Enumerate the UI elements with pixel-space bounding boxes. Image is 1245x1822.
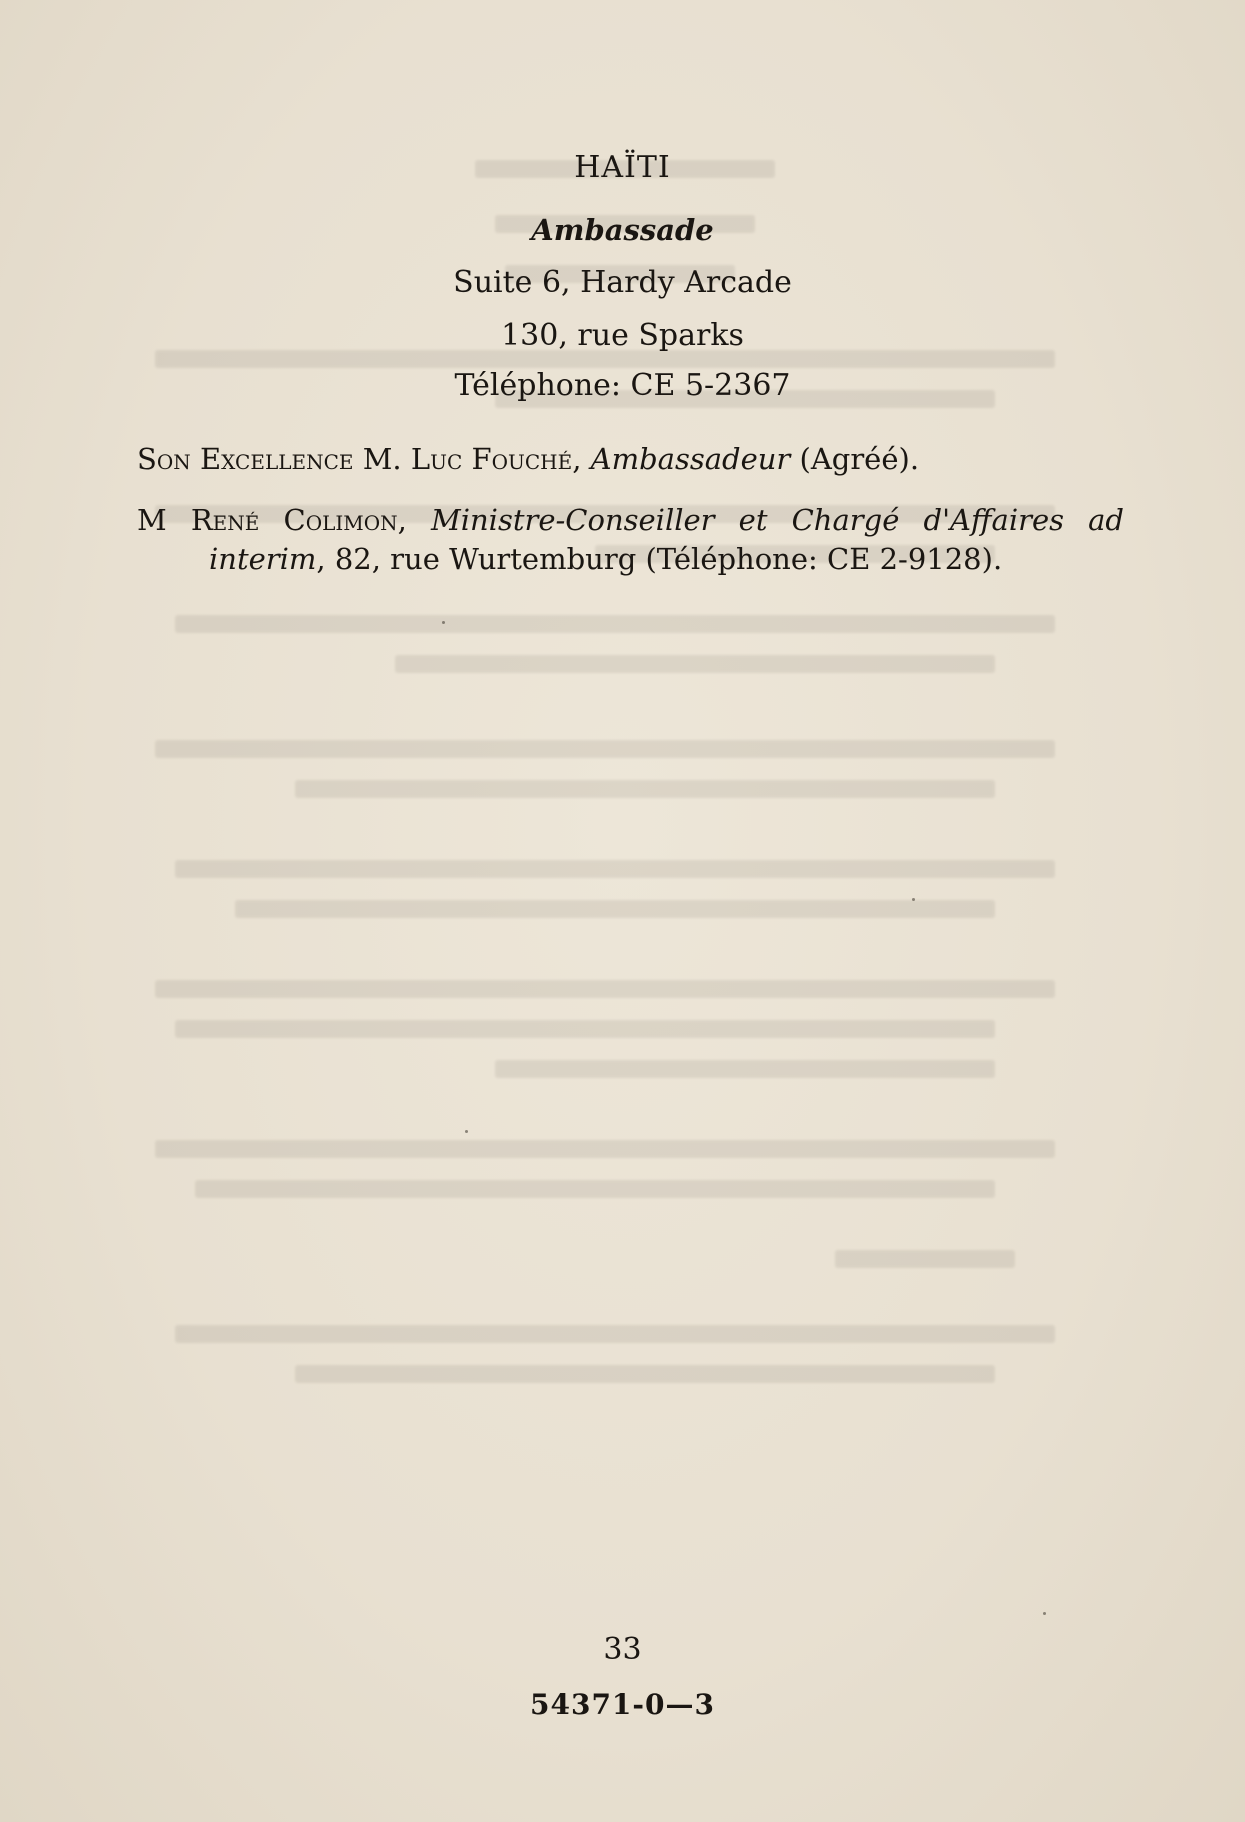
mission-type: Ambassade <box>531 213 714 247</box>
print-code: 54371-0—3 <box>530 1688 715 1721</box>
staff-name: M. Luc Fouché <box>362 442 573 476</box>
country-heading: HAÏTI <box>574 150 671 185</box>
address-line-2: 130, rue Sparks <box>501 318 744 353</box>
page-number: 33 <box>603 1632 642 1667</box>
separator: , <box>397 503 432 537</box>
honorific: M <box>137 503 191 537</box>
staff-name: René Colimon <box>190 503 398 537</box>
staff-details: , 82, rue Wurtemburg (Téléphone: CE 2-9128). <box>316 542 1003 576</box>
embassy-telephone: Téléphone: CE 5-2367 <box>454 368 791 403</box>
staff-entry-ambassador <box>137 440 1052 479</box>
paper-speck <box>465 1130 468 1133</box>
paper-speck <box>442 621 445 624</box>
separator: , <box>572 442 591 476</box>
address-line-1: Suite 6, Hardy Arcade <box>453 265 792 300</box>
staff-position: Ambassadeur <box>590 442 791 476</box>
title-prefix: Son Excellence <box>137 442 354 476</box>
staff-entry-minister-counsellor <box>137 501 1124 579</box>
staff-position: Ministre-Conseiller et Chargé d'Affaires ad interim <box>209 503 1124 576</box>
paper-speck <box>1043 1612 1046 1615</box>
paper-speck <box>912 898 915 901</box>
staff-suffix: (Agréé). <box>790 442 920 476</box>
